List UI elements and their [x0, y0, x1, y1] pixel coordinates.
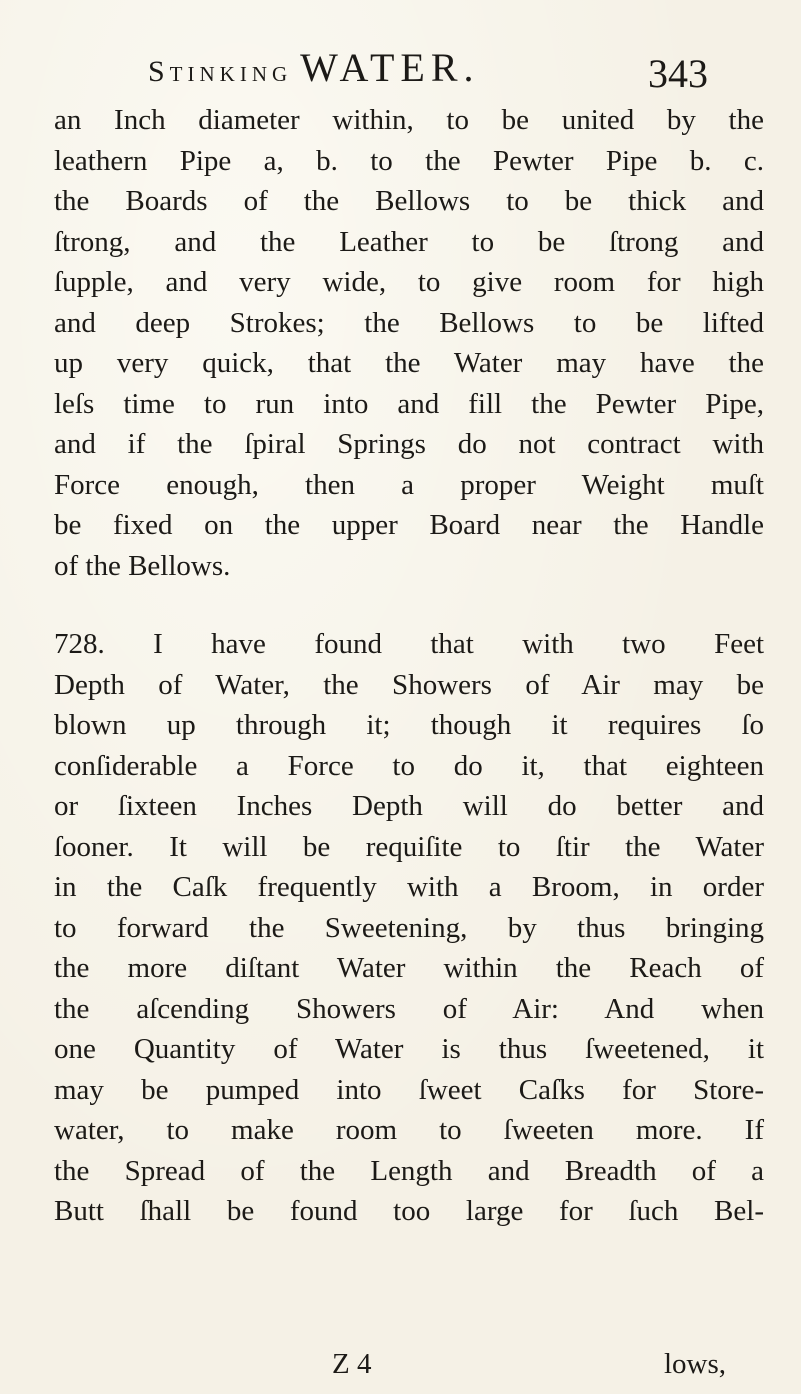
signature-mark: Z 4	[332, 1348, 372, 1380]
text-line: of the Bellows.	[54, 549, 231, 582]
text-line: the Spread of the Length and Breadth of a	[54, 1154, 764, 1187]
text-line: ſtrong, and the Leather to be ſtrong and	[54, 225, 764, 258]
paragraph-1	[54, 100, 764, 586]
text-line: be fixed on the upper Board near the Handle	[54, 509, 764, 541]
paragraph-2	[54, 624, 764, 1232]
text-line: Butt ſhall be found too large for ſuch Bel-	[54, 1195, 764, 1227]
text-line: the Boards of the Bellows to be thick and	[54, 185, 764, 217]
text-line: 728. I have found that with two Feet	[54, 628, 764, 660]
page-header	[148, 44, 708, 96]
running-head-capitals: WATER.	[300, 45, 480, 90]
paragraph-gap	[54, 586, 764, 624]
text-line: in the Caſk frequently with a Broom, in order	[54, 871, 764, 903]
text-line: leſs time to run into and fill the Pewter Pipe,	[54, 387, 764, 420]
text-line: an Inch diameter within, to be united by the	[54, 104, 764, 136]
text-line: ſooner. It will be requiſite to ſtir the Water	[54, 830, 764, 863]
page-number: 343	[648, 51, 708, 96]
text-line: blown up through it; though it requires ſo	[54, 709, 764, 741]
text-line: or ſixteen Inches Depth will do better and	[54, 790, 764, 822]
running-head-small-caps: Stinking	[148, 55, 293, 88]
text-line: leathern Pipe a, b. to the Pewter Pipe b. c.	[54, 144, 764, 177]
text-line: up very quick, that the Water may have the	[54, 347, 764, 379]
text-line: to forward the Sweetening, by thus bringing	[54, 911, 764, 944]
text-line: water, to make room to ſweeten more. If	[54, 1114, 764, 1146]
text-line: ſupple, and very wide, to give room for high	[54, 266, 764, 298]
text-line: the more diſtant Water within the Reach of	[54, 952, 764, 984]
text-line: conſiderable a Force to do it, that eighteen	[54, 749, 764, 782]
text-line: Depth of Water, the Showers of Air may be	[54, 668, 764, 701]
text-line: may be pumped into ſweet Caſks for Store-	[54, 1073, 764, 1106]
text-line: Force enough, then a proper Weight muſt	[54, 468, 764, 501]
running-head	[148, 44, 480, 91]
text-line: and deep Strokes; the Bellows to be lifted	[54, 306, 764, 339]
text-line: and if the ſpiral Springs do not contract with	[54, 428, 764, 460]
page-footer	[0, 1348, 801, 1388]
text-line: one Quantity of Water is thus ſweetened, it	[54, 1033, 764, 1065]
body-text	[54, 100, 764, 1232]
text-line: the aſcending Showers of Air: And when	[54, 992, 764, 1025]
catchword: lows,	[664, 1348, 727, 1380]
